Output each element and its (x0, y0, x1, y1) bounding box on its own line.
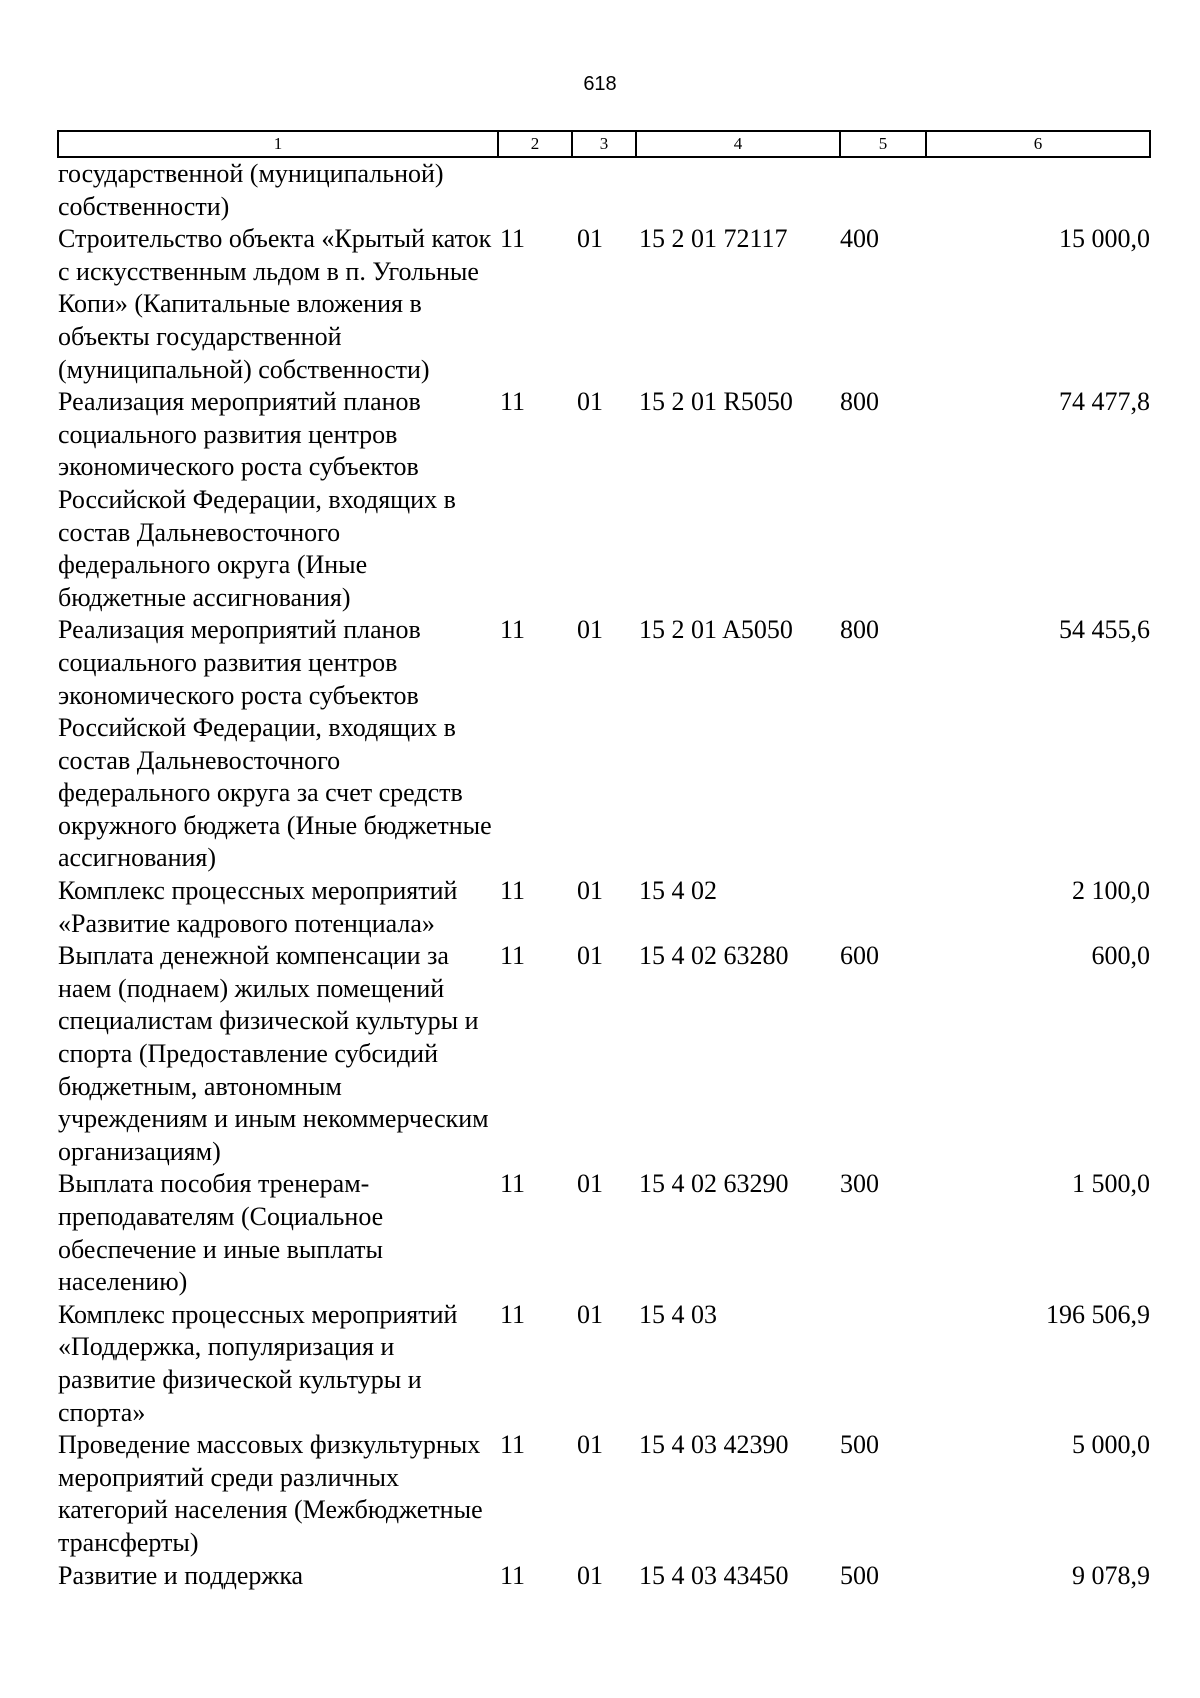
header-col-3: 3 (572, 131, 636, 157)
row-target: 15 4 03 43450 (639, 1560, 789, 1590)
row-name: Развитие и поддержка (58, 1560, 304, 1590)
row-subsection (572, 157, 636, 223)
table-row (58, 1299, 1150, 1429)
table-row (58, 1560, 1150, 1593)
row-type: 500 (840, 1560, 879, 1590)
row-section (498, 157, 572, 223)
header-col-4: 4 (636, 131, 840, 157)
row-target (636, 157, 840, 223)
row-amount: 9 078,9 (1072, 1560, 1150, 1590)
row-type: 800 (840, 615, 879, 645)
row-amount: 54 455,6 (1059, 615, 1150, 645)
row-subsection: 01 (577, 1299, 603, 1329)
table-header (58, 131, 1150, 157)
row-target: 15 4 02 (639, 876, 717, 906)
header-col-1: 1 (58, 131, 498, 157)
header-col-2: 2 (498, 131, 572, 157)
table-row (58, 614, 1150, 875)
row-target: 15 4 02 63280 (639, 941, 789, 971)
page-number: 618 (583, 73, 617, 95)
row-name: Реализация мероприятий планов социального развития центров экономического роста субъектов Российской Федерации, входящих в состав Дальневосточного федерального округа (Иные бюджетные ассигнования) (58, 387, 456, 612)
row-section: 11 (500, 615, 526, 645)
table-row (58, 875, 1150, 940)
row-subsection: 01 (577, 941, 603, 971)
table-row (58, 157, 1150, 223)
table-row (58, 1429, 1150, 1559)
row-target: 15 4 03 42390 (639, 1430, 789, 1460)
row-type (840, 157, 926, 223)
row-amount: 196 506,9 (1046, 1299, 1150, 1329)
row-target: 15 4 03 (639, 1299, 717, 1329)
header-col-5: 5 (840, 131, 926, 157)
row-amount (926, 157, 1150, 223)
row-name: Выплата пособия тренерам-преподавателям (Социальное обеспечение и иные выплаты населению) (58, 1169, 384, 1297)
row-type (840, 1299, 926, 1429)
row-section: 11 (500, 941, 526, 971)
table-row (58, 940, 1150, 1168)
row-name: Реализация мероприятий планов социального развития центров экономического роста субъектов Российской Федерации, входящих в состав Дальневосточного федерального округа за счет средств окружного бюджета (Иные бюджетные ассигнования) (58, 615, 492, 873)
row-subsection: 01 (577, 224, 603, 254)
row-target: 15 2 01 R5050 (639, 387, 793, 417)
row-target: 15 4 02 63290 (639, 1169, 789, 1199)
table-body (58, 157, 1150, 1592)
row-type: 600 (840, 941, 879, 971)
row-subsection: 01 (577, 1169, 603, 1199)
row-section: 11 (500, 1169, 526, 1199)
header-row (58, 131, 1150, 157)
row-section: 11 (500, 876, 526, 906)
row-type: 500 (840, 1430, 879, 1460)
row-amount: 1 500,0 (1072, 1169, 1150, 1199)
row-section: 11 (500, 224, 526, 254)
row-amount: 5 000,0 (1072, 1430, 1150, 1460)
row-amount: 15 000,0 (1059, 224, 1150, 254)
row-name: Строительство объекта «Крытый каток с искусственным льдом в п. Угольные Копи» (Капитальные вложения в объекты государственной (муниципальной) собственности) (58, 224, 492, 384)
row-amount: 74 477,8 (1059, 387, 1150, 417)
row-type: 800 (840, 387, 879, 417)
row-name: государственной (муниципальной) собственности) (58, 159, 444, 221)
row-subsection: 01 (577, 1560, 603, 1590)
row-name: Комплекс процессных мероприятий «Поддержка, популяризация и развитие физической культуры и спорта» (58, 1299, 458, 1427)
row-name: Комплекс процессных мероприятий «Развитие кадрового потенциала» (58, 876, 458, 938)
row-type (840, 875, 926, 940)
row-section: 11 (500, 1560, 526, 1590)
row-type: 400 (840, 224, 879, 254)
row-amount: 2 100,0 (1072, 876, 1150, 906)
row-type: 300 (840, 1169, 879, 1199)
row-name: Выплата денежной компенсации за наем (поднаем) жилых помещений специалистам физической культуры и спорта (Предоставление субсидий бюджетным, автономным учреждениям и иным некоммерческим организациям) (58, 941, 489, 1166)
row-section: 11 (500, 1430, 526, 1460)
row-subsection: 01 (577, 387, 603, 417)
row-name: Проведение массовых физкультурных мероприятий среди различных категорий населения (Межбюджетные трансферты) (58, 1430, 483, 1557)
row-section: 11 (500, 387, 526, 417)
budget-table (57, 130, 1151, 1592)
row-target: 15 2 01 A5050 (639, 615, 793, 645)
row-subsection: 01 (577, 876, 603, 906)
row-subsection: 01 (577, 615, 603, 645)
table-row (58, 223, 1150, 386)
header-col-6: 6 (926, 131, 1150, 157)
row-amount: 600,0 (1091, 941, 1150, 971)
row-target: 15 2 01 72117 (639, 224, 788, 254)
row-subsection: 01 (577, 1430, 603, 1460)
row-section: 11 (500, 1299, 526, 1329)
table-row (58, 1168, 1150, 1298)
table-row (58, 386, 1150, 614)
